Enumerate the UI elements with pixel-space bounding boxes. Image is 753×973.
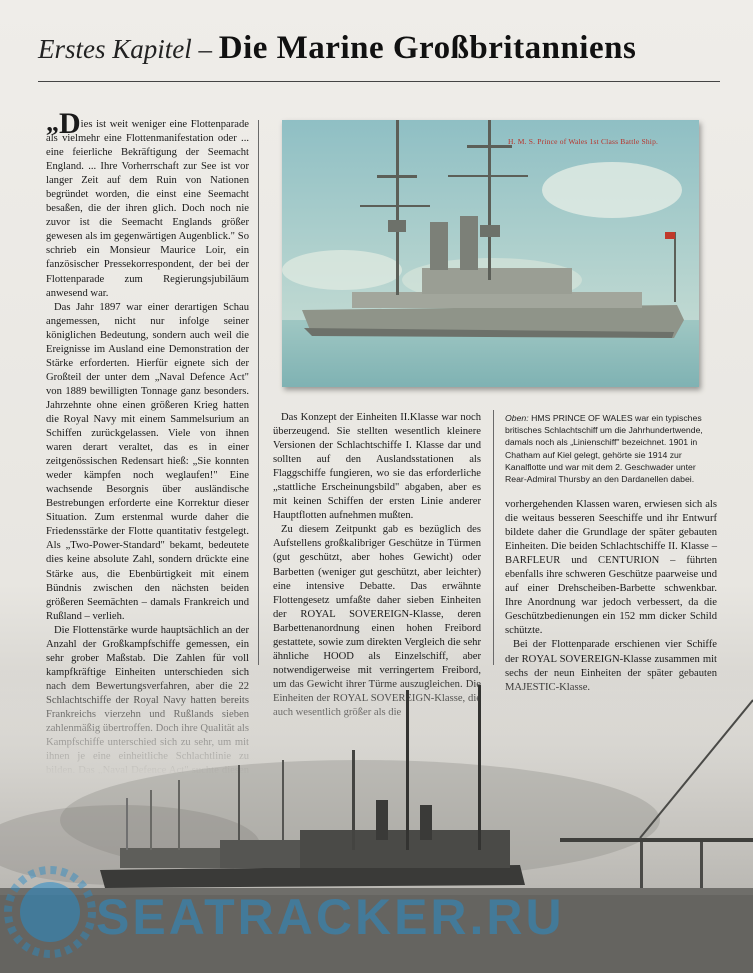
header-rule [38,81,720,82]
chapter-title: Die Marine Großbritanniens [218,30,637,66]
paragraph: Bei der Flottenparade erschienen vier Schiffe der ROYAL SOVEREIGN-Klasse zusammen mit [505,639,717,665]
paragraph: Das Konzept der Einheiten II.Klasse war noch überzeugend. Sie stellten wesentlich kleinere Versionen der Schlachtschiffe I. Klasse dar und sollten auf den Auslandsstationen als Flaggschiffe fungieren, wo sie das erforderliche „stattliche Erscheinungsbild" abgaben, aber es mit keinen Schiffen der ersten Linie anderer Hauptflotten aufnehmen mußten. [273,412,481,522]
header-dash: – [191,34,219,64]
text-column-3 [505,498,717,695]
chapter-header [38,30,718,82]
column-divider [493,410,494,665]
postcard-caption: H. M. S. Prince of Wales 1st Class Battle Ship. [508,137,659,146]
caption-text: war ein typisches britisches Schlachtschiff um die Jahrhundertwende, damals noch als „Linienschiff" bezeichnet. 1901 in Chatham auf Kiel gelegt, gehörte sie 1914 zur Kanalflotte und war mit dem 2. Geschwader unter Rear-Admiral Thursby an den Dardanellen dabei. [505,413,703,485]
image-caption [505,412,717,485]
battleship-illustration [282,120,699,387]
column-divider [258,120,259,665]
paragraph: Das Jahr 1897 war einer derartigen Schau angemessen, nicht nur infolge seiner königlichen Bedeutung, sondern auch weil die Ereignisse im Ausland eine Demonstration der Stärke erforderten. Hierfür eignete sich der Großteil der unter dem „Naval Defence Act" von 1889 bewilligten Tonnage ganz besonders. Jahrzehnte ohne einen größeren Krieg hatten die Royal Navy mit einem Sammelsurium an Schiffen zurückgelassen. Viele von ihnen waren derart veraltet, das es in einer zeitgenössischen Redensart hieß: „Sie konnten weder kämpfen noch weglaufen!" Eine wachsende Besorgnis über ausländische Bestrebungen erforderte eine Korrektur dieser Situation. Zum erstenmal wurde daher die Friedensstärke der Flotte quantitativ festgelegt. Als „Two-Power-Standard" bekamt, bedeutete dies keine absolute Zahl, sondern drückte eine Stärke aus, die Ebenbürtigkeit mit einem Bündnis zwischen den nächsten beiden größeren Seemächten – damals Frankreich und Rußland – verlieh. [46,301,249,622]
caption-ship-name: HMS PRINCE OF WALES [531,413,633,423]
paragraph: Zu diesem Zeitpunkt gab es bezüglich des Aufstellens großkalibriger Geschütze in Türmen (gut geschützt, aber hohes Gewicht) oder Barbetten (weniger gut geschützt, aber leichter) eine intensive Debatte. Das erwähnte Flottengesetz umfaßte daher sieben Einheiten der ROYAL SOVEREIGN-Klasse, deren Barbettenanordnung einen hohen Freibord gestattete, sowie zum direkten Vergleich die sehr ähnliche HOOD als Einzelschiff, aber [273,524,481,662]
watermark-logo-icon [0,862,100,962]
paragraph: vorhergehenden Klassen waren, erwiesen sich als die weitaus besseren Seeschiffe und ihr Entwurf bildete daher die Grundlage der später gebauten Einheiten. Die beiden Schlachtschiffe II. Klasse – BARFLEUR und CENTURION – führten ebenfalls ihre schweren Geschütze paarweise und auf einer Drehscheiben-Barbette schwenkbar. Ihre Anordnung war jedoch verbessert, da die Geschützbedienungen ein 152 mm dicker Schild schützte. [505,499,717,637]
caption-label: Oben: [505,413,529,423]
chapter-label: Erstes Kapitel [38,34,192,64]
opening-quote: „ [46,108,59,137]
postcard-image [282,120,699,387]
watermark-text: SEATRACKER.RU [96,889,565,945]
paragraph-text: ies ist weit weniger eine Flottenparade als vielmehr eine Flottenmanifestation oder ... eine feierliche Bekräftigung der Seemacht England. ... Ihre Vorherrschaft zur See ist vor langer Zeit auf dem Ruin von Nationen begründet worden, die einst eine Seemacht besaßen, die der ihren glich. Doch noch nie zuvor ist die Seemacht Englands größer gewesen als im gegenwärtigen Augenblick." So schrieb ein Monsieur Maurice Loir, ein fanzösischer Pressekorrespondent, der bei der Flottenparade zum Regierungsjubiläum anwesend war. [46,119,249,299]
paragraph [46,107,249,301]
drop-cap: D [59,107,81,140]
paragraph: Die Flottenstärke wurde hauptsächlich an der Anzahl der Großkampfschiffe gemessen, ein sehr grober Maßstab. Die Zahlen für voll [46,624,249,664]
